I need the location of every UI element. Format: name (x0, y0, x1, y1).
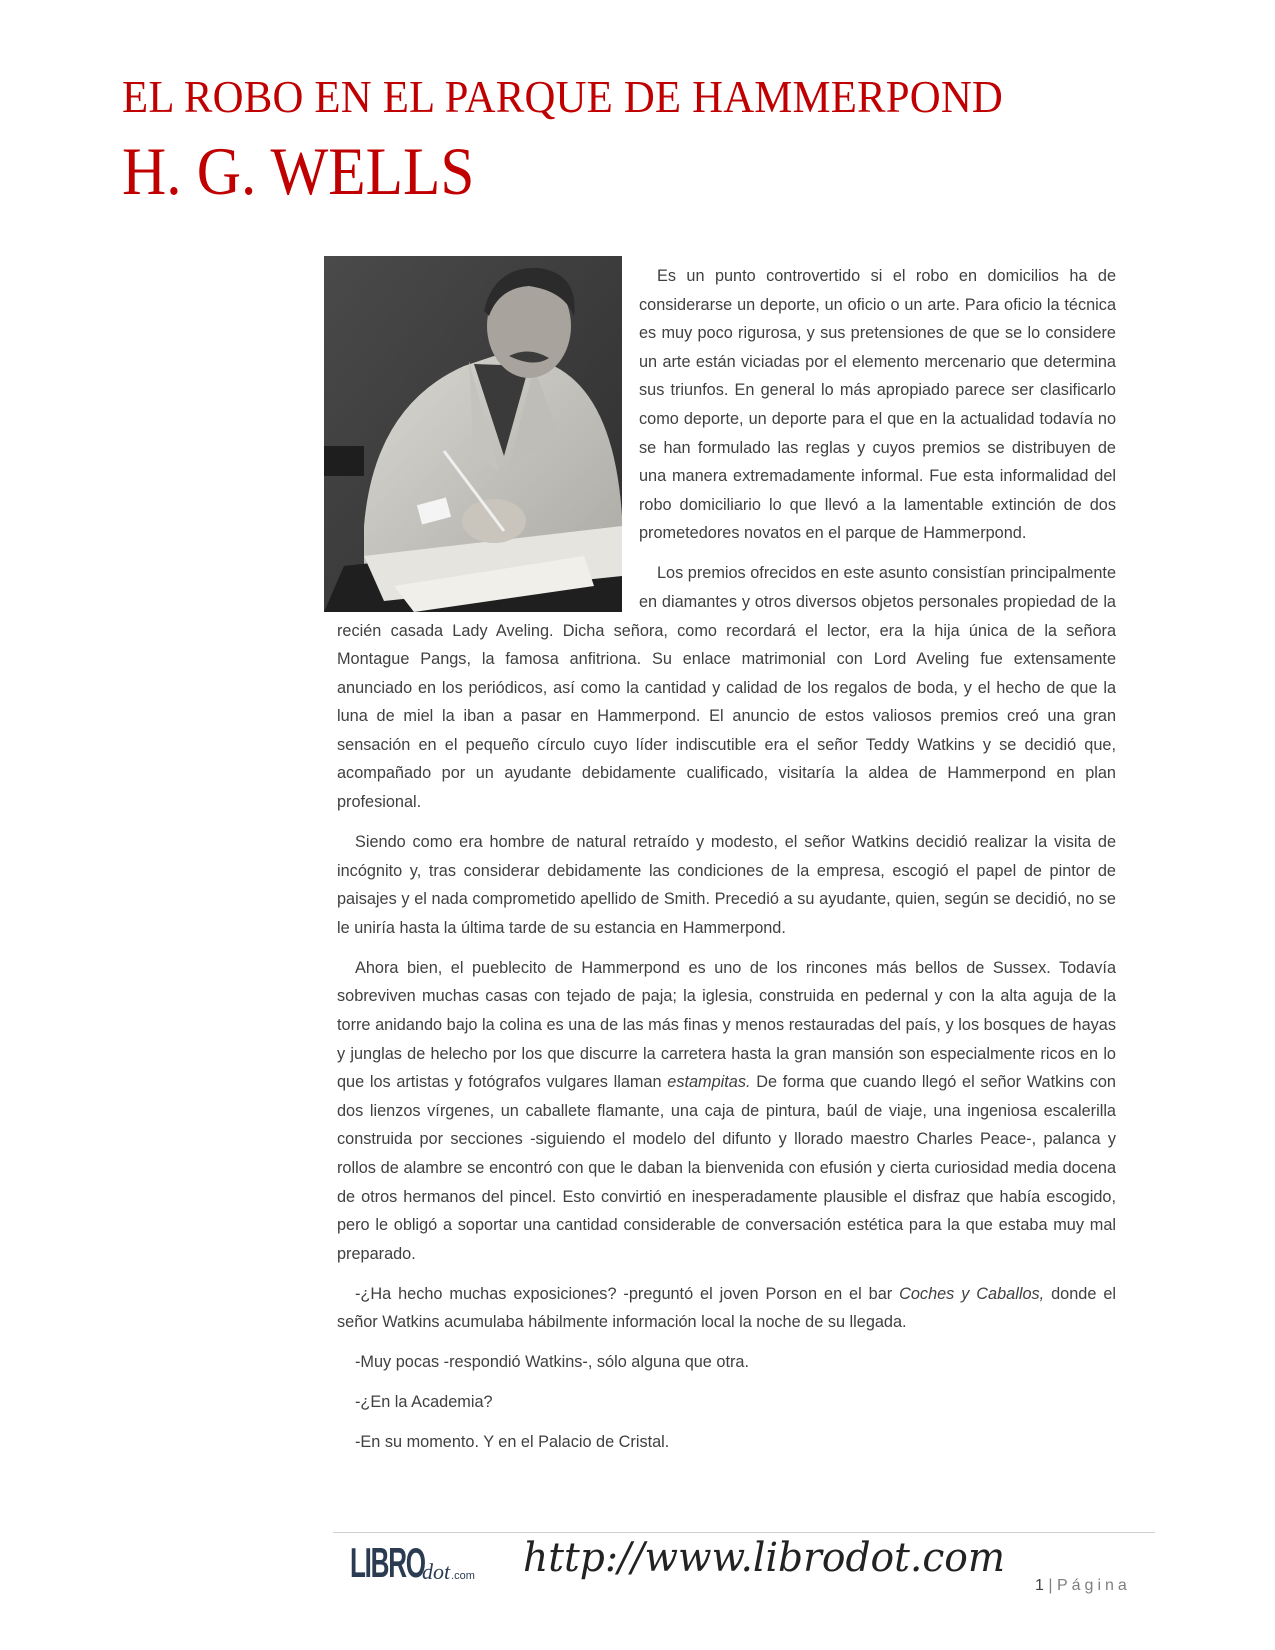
paragraph-6: -Muy pocas -respondió Watkins-, sólo alguna que otra. (355, 1353, 749, 1372)
paragraph-8: -En su momento. Y en el Palacio de Cristal. (355, 1433, 670, 1452)
paragraph-7: -¿En la Academia? (355, 1393, 493, 1412)
page-number (1035, 1577, 1131, 1595)
page-number-value: 1 (1035, 1577, 1044, 1594)
logo-dot-text: dot (422, 1559, 451, 1584)
librodot-logo (350, 1539, 475, 1586)
paragraph-1: Es un punto controvertido si el robo en domicilios ha de considerarse un deporte, un oficio o un arte. Para oficio la técnica es muy poco rigurosa, y sus pretensiones de que se lo considere un arte están viciadas por el elemento mercenario que determina sus triunfos. En general lo más apropiado parece ser clasificarlo como deporte, un deporte para el que en la actualidad todavía no se han formulado las reglas y cuyos premios se distribuyen de una manera extremadamente informal. Fue esta informalidad del robo domiciliario lo que llevó a la lamentable extinción de dos prometedores novatos en el parque de Hammerpond. (639, 267, 1116, 543)
paragraph-4-text-a: Ahora bien, el pueblecito de Hammerpond es uno de los rincones más bellos de Sussex. Todavía sobreviven muchas casas con tejado de paja; la iglesia, construida en pedernal y con la alta aguja de la torre anidando bajo la colina es una de las más finas y menos restauradas del país, y los bosques de hayas y junglas de helecho por los que discurre la carretera hasta la gran mansión son especialmente ricos en lo que los artistas y fotógrafos vulgares llaman (337, 958, 1116, 1092)
paragraph-2: Los premios ofrecidos en este asunto consistían principalmente en diamantes y otros diversos objetos personales propiedad de la recién casada Lady Aveling. Dicha señora, como recordará el lector, era la hija única de la señora Montague Pangs, la famosa anfitriona. Su enlace matrimonial con Lord Aveling fue extensamente anunciado en los periódicos, así como la cantidad y calidad de los regalos de boda, y el hecho de que la luna de miel la iban a pasar en Hammerpond. El anuncio de estos valiosos premios creó una gran sensación en el pequeño círculo cuyo líder indiscutible era el señor Teddy Watkins y se decidió que, acompañado por un ayudante debidamente cualificado, visitaría la aldea de Hammerpond en plan profesional. (337, 564, 1116, 812)
logo-libro-text: LIBRO (350, 1539, 425, 1586)
paragraph-5-italic: Coches y Caballos, (899, 1284, 1045, 1303)
image-wrap-spacer (337, 262, 639, 612)
footer-url-link[interactable]: http://www.librodot.com (523, 1535, 1006, 1581)
author-name: H. G. WELLS (122, 133, 475, 209)
logo-com-text: .com (451, 1570, 475, 1582)
paragraph-5-text-a: -¿Ha hecho muchas exposiciones? -preguntó el joven Porson en el bar (355, 1284, 900, 1303)
paragraph-4-italic: estampitas. (667, 1073, 751, 1092)
page-number-separator: | (1048, 1577, 1053, 1594)
paragraph-5 (337, 1280, 1116, 1337)
paragraph-3: Siendo como era hombre de natural retraído y modesto, el señor Watkins decidió realizar la visita de incógnito y, tras considerar debidamente las condiciones de la empresa, escogió el papel de pintor de paisajes y el nada comprometido apellido de Smith. Precedió a su ayudante, quien, según se decidió, no se le uniría hasta la última tarde de su estancia en Hammerpond. (337, 833, 1116, 937)
paragraph-4 (337, 954, 1116, 1269)
story-body (337, 262, 1116, 1468)
story-title: EL ROBO EN EL PARQUE DE HAMMERPOND (122, 71, 1003, 122)
paragraph-5-text-b: donde el señor Watkins acumulaba hábilmente información local la noche de su llegada. (337, 1284, 1116, 1332)
paragraph-4-text-b: De forma que cuando llegó el señor Watkins con dos lienzos vírgenes, un caballete flamante, una caja de pintura, baúl de viaje, una ingeniosa escalerilla construida por secciones -siguiendo el modelo del difunto y llorado maestro Charles Peace-, palanca y rollos de alambre se encontró con que le daban la bienvenida con efusión y cierta curiosidad media docena de otros hermanos del pincel. Esto convirtió en inesperadamente plausible el disfraz que había escogido, pero le obligó a soportar una cantidad considerable de conversación estética para la que estaba muy mal preparado. (337, 1073, 1116, 1263)
footer-divider (333, 1532, 1155, 1533)
page-number-label: Página (1056, 1577, 1131, 1594)
